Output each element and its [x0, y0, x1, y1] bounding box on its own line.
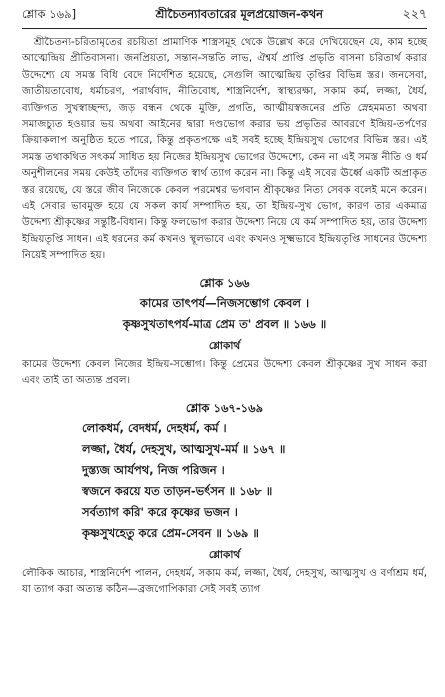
header-chapter-title: শ্রীচৈতন্যাবতারের মূলপ্রয়োজন-কথন: [155, 7, 324, 21]
purport-paragraph: শ্রীচৈতন্য-চরিতামৃতের রচয়িতা প্রামাণিক শাস্ত্রসমূহ থেকে উল্লেখ করে দেখিয়েছেন যে, কাম হচ্ছে আত্মেন্দ্রিয় প্রীতিবাসনা। জনপ্রিয়তা, সন্তান-সন্ততি লাভ, ঐশ্বর্য প্রাপ্তি প্রভৃতি বাসনা চরিতার্থ করার উদ্দেশ্যে যে সমস্ত বিধি বেদে নির্দেশিত হয়েছে, সেগুলি আত্মেন্দ্রিয় তৃপ্তির বিভিন্ন স্তর। জনসেবা, জাতীয়তাবোধ, ধর্মাচরণ, পরার্থবাদ, নীতিবোধ, শাস্ত্রনির্দেশ, স্বাস্থ্যরক্ষা, সকাম কর্ম, লজ্জা, ধৈর্য, ব্যক্তিগত সুখস্বাচ্ছন্দ্য, জড় বন্ধন থেকে মুক্তি, প্রগতি, আত্মীয়স্বজনের প্রতি স্নেহমমতা অথবা সমাজচ্যুত হওয়ার ভয় অথবা আইনের দ্বারা দণ্ডভোগ করার ভয় প্রভৃতির আবরণে ইন্দ্রিয়-তর্পণের ক্রিয়াকলাপ অনুষ্ঠিত হতে পারে, কিন্তু প্রকৃতপক্ষে এই সবই হচ্ছে ইন্দ্রিয়সুখ ভোগের বিভিন্ন স্তর। এই সমস্ত তথাকথিত সৎকর্ম সাধিত হয় নিজের ইন্দ্রিয়সুখ ভোগের উদ্দেশ্যে, কেন না এই সমস্ত নীতি ও ধর্ম অনুশীলনের সময় কেউই তাঁদের ব্যক্তিগত স্বার্থ ত্যাগ করেন না। কিন্তু এই সবের ঊর্ধ্বে একটি অপ্রাকৃত স্তর রয়েছে, যে স্তরে জীব নিজেকে কেবল পরমেশ্বর ভগবান শ্রীকৃষ্ণের নিত্য সেবক বলেই মনে করেন। এই সেবার ভাবমুক্ত হয়ে যে সকল কার্য সম্পাদিত হয়, তা ইন্দ্রিয়-সুখ ভোগ, কারণ তার একমাত্র উদ্দেশ্য শ্রীকৃষ্ণের সন্তুষ্টি-বিধান। কিন্তু ফলভোগ করার উদ্দেশ্য নিয়ে যে কর্ম সম্পাদিত হয়, তার উদ্দেশ্য ইন্দ্রিয়তৃপ্তি সাধন। এই ধরনের কর্ম কখনও স্থূলভাবে এবং কখনও সূক্ষ্মভাবে ইন্দ্রিয়তৃপ্তি সাধনের উদ্দেশ্য নিয়েই সম্পাদিত হয়।: [22, 37, 427, 262]
verse-line: দুস্ত্যজ আর্যপথ, নিজ পরিজন ।: [82, 462, 225, 477]
translation-paragraph: কামের উদ্দেশ্য কেবল নিজের ইন্দ্রিয়-সম্ভোগ। কিন্তু প্রেমের উদ্দেশ্য কেবল শ্রীকৃষ্ণের সুখ সাধন করা এবং তাই তা অত্যন্ত প্রবল।: [22, 358, 427, 387]
header-verse-ref: শ্লোক ১৬৯]: [22, 7, 77, 21]
verse-heading: শ্লোক ১৬৬: [199, 275, 250, 290]
verse-line: সর্বত্যাগ করি' করে কৃষ্ণের ভজন ।: [82, 504, 238, 519]
verse-166: [22, 273, 427, 335]
translation-paragraph: লৌকিক আচার, শাস্ত্রনির্দেশ পালন, দেহধর্ম, সকাম কর্ম, লজ্জা, ধৈর্য, দেহসুখ, আত্মসুখ ও বর্ণাশ্রম ধর্ম, যা ত্যাগ করা অত্যন্ত কঠিন—ব্রজগোপিকারা সেই সবই ত্যাগ: [22, 567, 427, 595]
verse-line: স্বজনে করয়ে যত তাড়ন-ভর্ৎসন ॥ ১৬৮ ॥: [82, 483, 273, 498]
verse-heading: শ্লোক ১৬৭-১৬৯: [185, 400, 264, 415]
verse-167-169: [22, 398, 427, 544]
verse-line: লোকধর্ম, বেদধর্ম, দেহধর্ম, কর্ম ।: [82, 420, 227, 435]
verse-line: কৃষ্ণসুখতাৎপর্য-মাত্র প্রেম ত' প্রবল ॥ ১৬৬ ॥: [122, 316, 327, 331]
page-number: ২২৭: [402, 6, 427, 21]
verse-line: কামের তাৎপর্য—নিজসম্ভোগ কেবল ।: [139, 295, 310, 310]
translation-heading: শ্লোকার্থ: [208, 339, 241, 352]
translation-heading: শ্লোকার্থ: [208, 548, 241, 561]
verse-line: লজ্জা, ধৈর্য, দেহসুখ, আত্মসুখ-মর্ম ॥ ১৬৭ ॥: [82, 441, 286, 456]
running-header: [22, 6, 427, 29]
verse-line: কৃষ্ণসুখহেতু করে প্রেম-সেবন ॥ ১৬৯ ॥: [82, 525, 259, 540]
